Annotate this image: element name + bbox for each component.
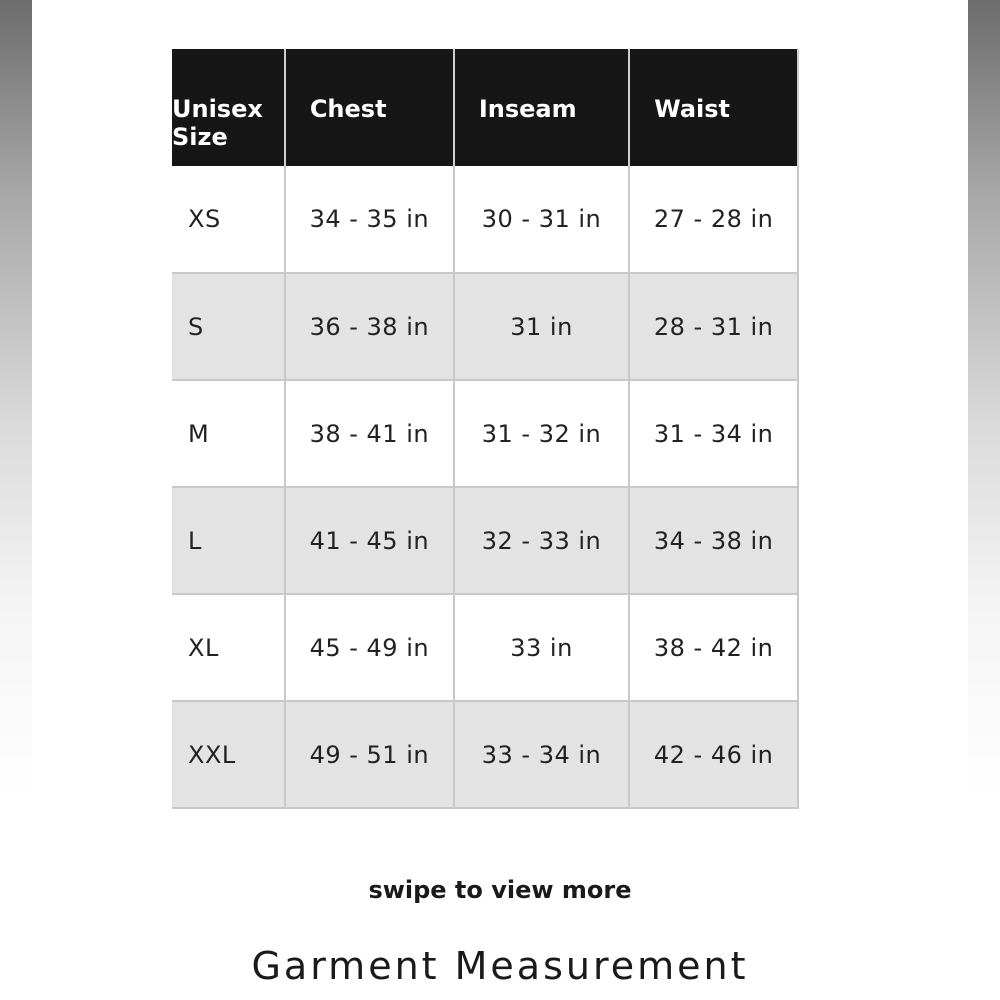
chest-cell: 45 - 49 in [285, 594, 454, 701]
inseam-cell: 33 - 34 in [454, 701, 629, 808]
waist-cell: 28 - 31 in [629, 273, 798, 380]
inseam-cell: 31 - 32 in [454, 380, 629, 487]
table-row [172, 487, 798, 594]
chest-cell: 41 - 45 in [285, 487, 454, 594]
chest-cell: 36 - 38 in [285, 273, 454, 380]
table-row [172, 594, 798, 701]
size-cell: S [172, 273, 285, 380]
header-inseam: Inseam [454, 49, 629, 166]
size-cell: XL [172, 594, 285, 701]
size-cell: XS [172, 166, 285, 273]
header-size: Unisex Size [172, 49, 285, 166]
inseam-cell: 33 in [454, 594, 629, 701]
chest-cell: 34 - 35 in [285, 166, 454, 273]
swipe-hint: swipe to view more [368, 876, 632, 904]
size-cell: M [172, 380, 285, 487]
size-cell: XXL [172, 701, 285, 808]
size-table-scroll-area[interactable] [172, 49, 827, 811]
right-edge-shadow [968, 0, 1000, 1000]
table-row [172, 380, 798, 487]
size-cell: L [172, 487, 285, 594]
waist-cell: 27 - 28 in [629, 166, 798, 273]
table-row [172, 166, 798, 273]
left-edge-shadow [0, 0, 32, 1000]
table-row [172, 701, 798, 808]
section-title: Garment Measurement [251, 944, 749, 988]
waist-cell: 31 - 34 in [629, 380, 798, 487]
table-row [172, 273, 798, 380]
chest-cell: 49 - 51 in [285, 701, 454, 808]
inseam-cell: 32 - 33 in [454, 487, 629, 594]
header-waist: Waist [629, 49, 798, 166]
table-header-row [172, 49, 798, 166]
header-chest: Chest [285, 49, 454, 166]
waist-cell: 38 - 42 in [629, 594, 798, 701]
size-chart-table [172, 49, 799, 809]
chest-cell: 38 - 41 in [285, 380, 454, 487]
inseam-cell: 31 in [454, 273, 629, 380]
inseam-cell: 30 - 31 in [454, 166, 629, 273]
waist-cell: 34 - 38 in [629, 487, 798, 594]
waist-cell: 42 - 46 in [629, 701, 798, 808]
